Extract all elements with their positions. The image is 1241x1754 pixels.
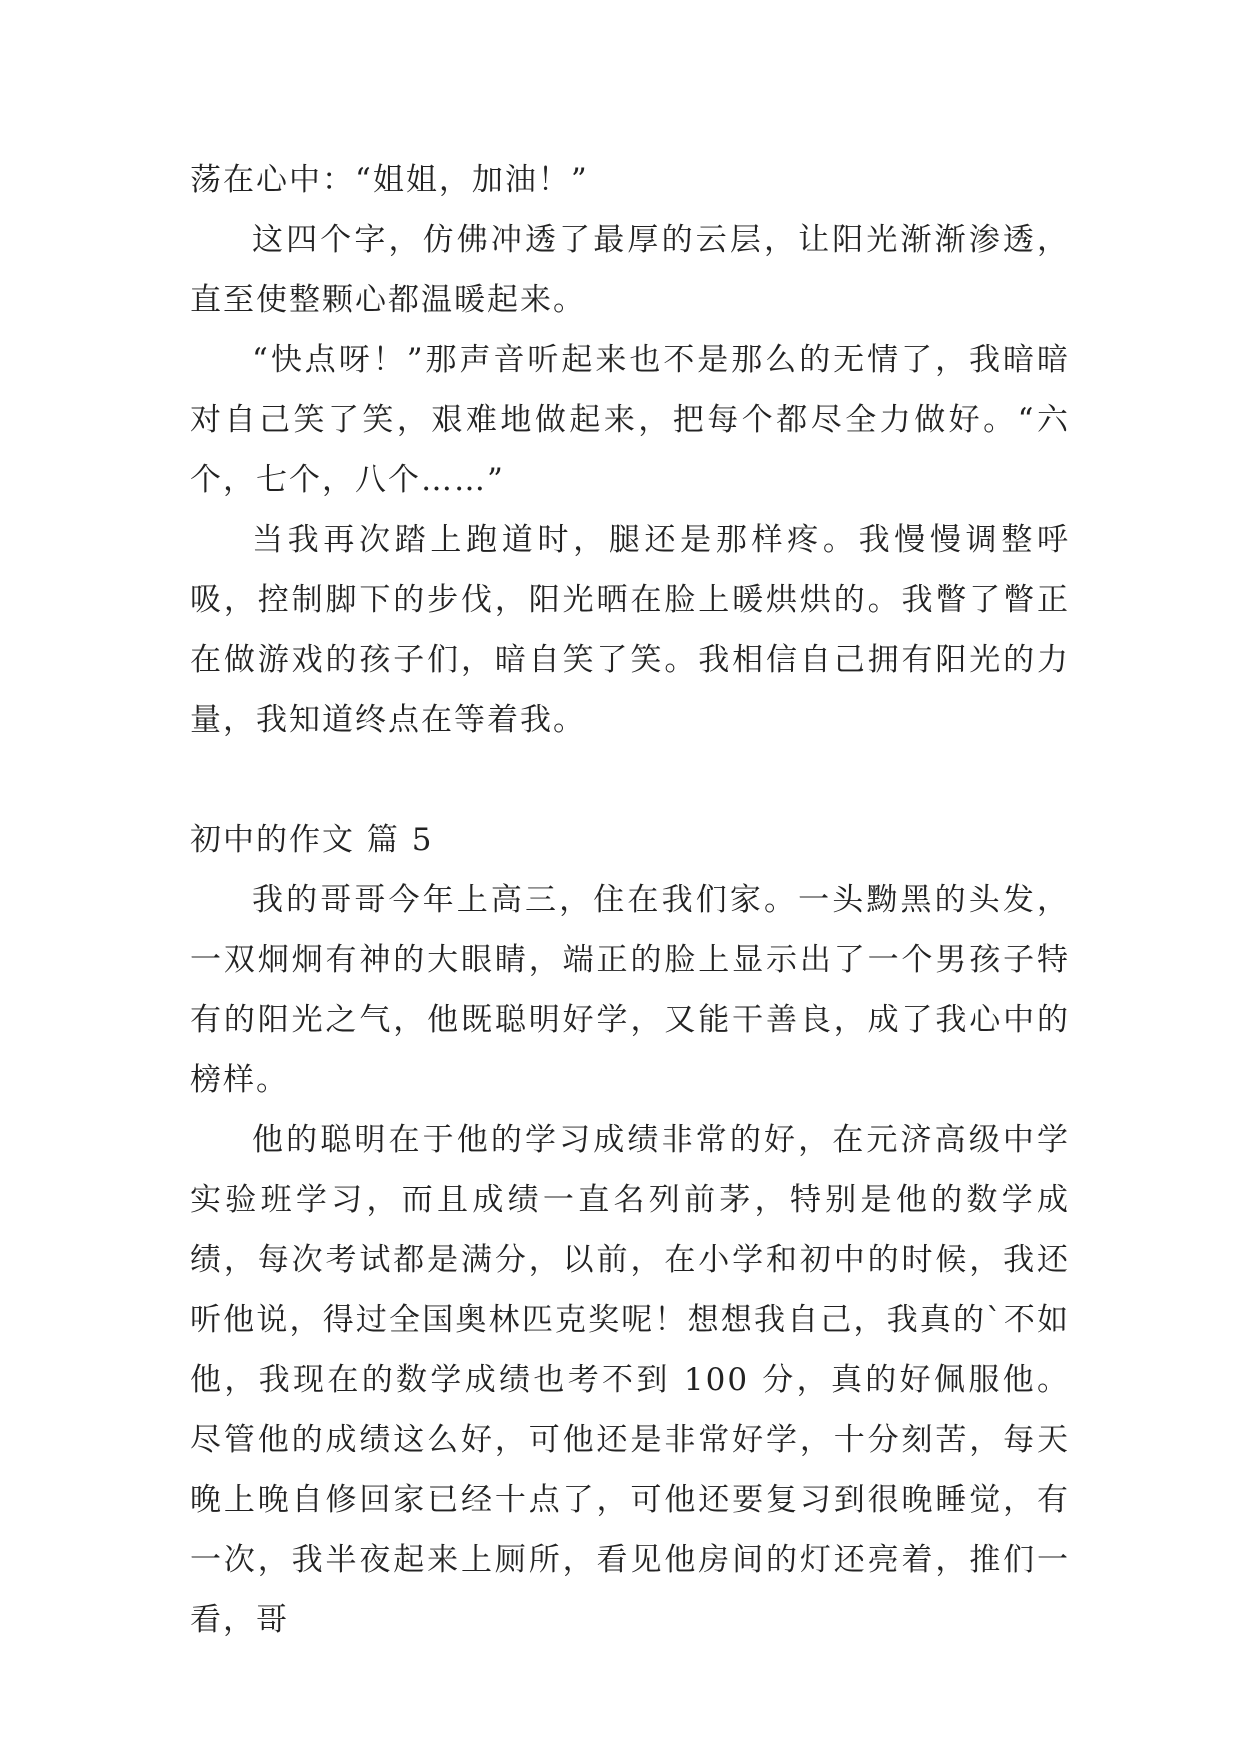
section-heading: 初中的作文 篇 5 [190,822,434,858]
paragraph: “快点呀！”那声音听起来也不是那么的无情了，我暗暗对自己笑了笑，艰难地做起来，把每个都尽全力做好。“六个，七个，八个……” [190,342,1070,498]
paragraph: 当我再次踏上跑道时，腿还是那样疼。我慢慢调整呼吸，控制脚下的步伐，阳光晒在脸上暖烘烘的。我瞥了瞥正在做游戏的孩子们，暗自笑了笑。我相信自己拥有阳光的力量，我知道终点在等着我。 [190,522,1070,738]
paragraph-continuation: 荡在心中：“姐姐，加油！” [190,162,589,198]
paragraph: 这四个字，仿佛冲透了最厚的云层，让阳光渐渐渗透，直至使整颗心都温暖起来。 [190,222,1070,318]
paragraph: 我的哥哥今年上高三，住在我们家。一头黝黑的头发，一双炯炯有神的大眼睛，端正的脸上显示出了一个男孩子特有的阳光之气，他既聪明好学，又能干善良，成了我心中的榜样。 [190,882,1070,1098]
paragraph: 他的聪明在于他的学习成绩非常的好，在元济高级中学实验班学习，而且成绩一直名列前茅，特别是他的数学成绩，每次考试都是满分，以前，在小学和初中的时候，我还听他说，得过全国奥林匹克奖呢！想想我自己，我真的`不如他，我现在的数学成绩也考不到 100 分，真的好佩服他。尽管他的成绩这么好，可他还是非常好学，十分刻苦，每天晚上晚自修回家已经十点了，可他还要复习到很晚睡觉，有一次，我半夜起来上厕所，看见他房间的灯还亮着，推们一看，哥 [190,1122,1070,1638]
essay-body [190,150,1070,1650]
section-gap [190,750,1070,810]
